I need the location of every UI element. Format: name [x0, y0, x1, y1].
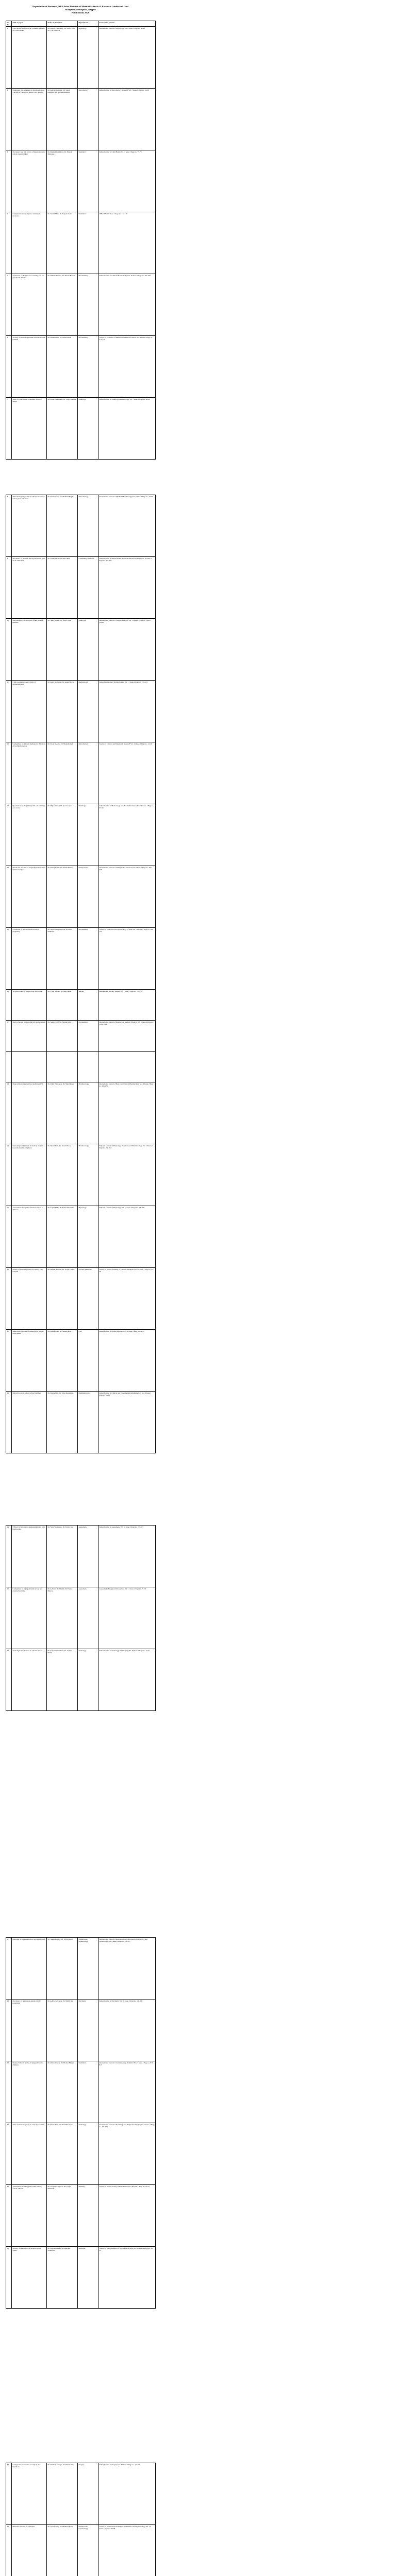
- table-row: [6, 681, 156, 742]
- department-cell: ENT: [78, 1330, 98, 1392]
- table-row: [6, 866, 156, 928]
- serial-number-cell: 3: [6, 150, 12, 212]
- author-cell: Dr. Jyoti Ganvir, Dr. Madhavi Kolte: [47, 2525, 78, 2576]
- serial-number-cell: 2: [6, 89, 12, 150]
- serial-number-cell: 28: [6, 1999, 12, 2061]
- table-row: [6, 1082, 156, 1144]
- serial-number-cell: 29: [6, 2061, 12, 2123]
- table-row: [6, 742, 156, 804]
- table-row: [6, 150, 156, 212]
- department-cell: Obstetrics & Gynaecology: [78, 2525, 98, 2576]
- serial-number-cell: 34: [6, 2525, 12, 2576]
- paper-title-cell: Pattern of poisoning cases in a tertiary care hospital: [12, 1268, 47, 1330]
- journal-cell: Journal of Indian Academy of Forensic Medicine Vol. 42 Issue 1 Page no. 44-48: [98, 1268, 156, 1330]
- department-cell: Biochemistry: [78, 928, 98, 990]
- author-cell: Dr. Rekha Khumbhare, Dr. Pranali Dhawane: [47, 150, 78, 212]
- journal-cell: International Journal of Contemporary Pediatrics Vol. 7 Issue 4 Page no. 810-815: [98, 2061, 156, 2123]
- author-cell: Dr. Anjali Mule, Dr. Prakash Kamble: [47, 1206, 78, 1268]
- serial-number-cell: 22: [6, 1330, 12, 1392]
- serial-number-cell: 30: [6, 2123, 12, 2185]
- department-cell: Forensic Medicine: [78, 1268, 98, 1330]
- author-cell: Dr. Pooja Sharma, Dr. Manisha Lad: [47, 742, 78, 804]
- publications-table-section: [6, 1020, 156, 1453]
- journal-cell: International Journal of Orthopaedics Sciences Vol. 6 Issue 1 Page no. 302-306: [98, 866, 156, 928]
- header-department: Department: [78, 21, 98, 27]
- table-row: [6, 89, 156, 150]
- paper-title-cell: Evaluation of thyroid function tests in pregnancy: [12, 928, 47, 990]
- journal-cell: Indian Dermatology Online Journal Vol. 11 Issue 2 Page no. 210-216: [98, 681, 156, 742]
- author-cell: Dr. Kiran Deshmukh, Dr. Vidya Bhosale: [47, 398, 78, 460]
- journal-cell: Journal of Obstetrics and Gynaecology of India Vol. 70 Issue 2 Page no. 118-124: [98, 928, 156, 990]
- author-cell: Dr. Priya Rathod, Dr. Swati Gupta: [47, 804, 78, 866]
- table-row: [6, 2185, 156, 2247]
- table-row: [6, 928, 156, 990]
- paper-title-cell: Study of clinical profile of dengue fever in children: [12, 2061, 47, 2123]
- serial-number-cell: 19: [6, 1144, 12, 1206]
- paper-title-cell: Prevalence and risk factors of hypertension in school going children: [12, 150, 47, 212]
- journal-cell: JMSCR Vol. 8 Issue 1 Page no. 112-118: [98, 212, 156, 274]
- header-serial-number: Sr. No.: [6, 21, 12, 27]
- serial-number-cell: 5: [6, 274, 12, 336]
- paper-title-cell: Lipid profile study in Type 2 diabetic patients of Central India: [12, 27, 47, 89]
- paper-title-cell: Comparison of laryngeal mask airway and endotracheal tube: [12, 1587, 47, 1649]
- table-row: [6, 804, 156, 866]
- journal-cell: Journal of the Association of Physicians of India Vol. 68 Issue 4 Page no. 50-54: [98, 2247, 156, 2309]
- publications-table-section: [6, 21, 156, 460]
- paper-title-cell: Prevalence of anaemia among adolescent girls in an urban area: [12, 557, 47, 619]
- department-cell: Dentistry: [78, 2185, 98, 2247]
- journal-cell: Journal of Indian Society of Pedodontics Vol. 38 Issue 1 Page no. 22-27: [98, 2185, 156, 2247]
- department-cell: Physiology: [78, 27, 98, 89]
- paper-title-cell: A study of serum magnesium levels in diabetic patients: [12, 336, 47, 398]
- author-cell: Dr. Richa Shende, Dr. Mohan Bhagat: [47, 2061, 78, 2123]
- journal-cell: Indian Journal of Anaesthesia Vol. 64 Issue 3 Page no. 210-215: [98, 1526, 156, 1587]
- paper-title-cell: A clinical study of peptic ulcer perforation: [12, 990, 47, 1052]
- author-cell: Dr. Rucha Joshi, Dr. Sameer Kale: [47, 1330, 78, 1392]
- table-row: [6, 1649, 156, 1711]
- serial-number-cell: 1: [6, 27, 12, 89]
- author-cell: Dr. Seema Patil, Dr. Harsha Dube: [47, 1021, 78, 1082]
- journal-cell: International Journal of Physiology Vol. 8 Issue 1 Page no. 38-42: [98, 27, 156, 89]
- table-row: [6, 1330, 156, 1392]
- table-row: [6, 1268, 156, 1330]
- department-cell: Radiology: [78, 2123, 98, 2185]
- table-header-row: [6, 21, 156, 27]
- journal-cell: Indian Journal of Radiology and Imaging Vol. 30 Issue 1 Page no. 45-51: [98, 1649, 156, 1711]
- table-row: [6, 2463, 156, 2525]
- paper-title-cell: Drug utilization pattern in a medicine OPD: [12, 1082, 47, 1144]
- author-cell: Dr. Rohit Wankhede, Dr. Shital Pawar: [47, 1082, 78, 1144]
- journal-cell: Journal of Evolution of Medical and Dental Sciences Vol. 9 Issue 4 Page no. 215-219: [98, 336, 156, 398]
- department-cell: Surgery: [78, 990, 98, 1052]
- journal-cell: International Journal of Radiology and Diagnostic Imaging Vol. 3 Issue 1 Page no. 101-106: [98, 2123, 156, 2185]
- journal-cell: Indian Journal of Pathology and Oncology Vol. 7 Issue 1 Page no. 88-92: [98, 398, 156, 460]
- paper-title-cell: Comparison of different methods for detection of biofilm formation: [12, 742, 47, 804]
- serial-number-cell: 24: [6, 1526, 12, 1587]
- publications-year-title: Publications 2020: [71, 11, 90, 14]
- department-cell: Anaesthesia: [78, 1587, 98, 1649]
- author-cell: Dr. Rashmi Jain, Dr. Anita Khade: [47, 336, 78, 398]
- journal-cell: Indian Journal of Psychiatry Vol. 62 Issue 2 Page no. 180-185: [98, 1999, 156, 2061]
- journal-cell: International Journal of Basic and Clinical Pharmacology Vol. 9 Issue 2 Page no. 266-271: [98, 1082, 156, 1144]
- serial-number-cell: 27: [6, 1938, 12, 1999]
- paper-title-cell: Functional outcome of surgically treated distal radius fractures: [12, 866, 47, 928]
- department-cell: Pathology: [78, 619, 98, 681]
- serial-number-cell: 15: [6, 928, 12, 990]
- table-row: [6, 212, 156, 274]
- department-cell: Biochemistry: [78, 1021, 98, 1082]
- paper-title-cell: Study of serum lipid profile in hypothyroidism: [12, 1021, 47, 1082]
- paper-title-cell: Assessment of oral hygiene status among school children: [12, 2185, 47, 2247]
- department-cell: Paediatrics: [78, 2061, 98, 2123]
- header-journal: Name of the journal: [98, 21, 156, 27]
- table-row: [6, 1999, 156, 2061]
- paper-title-cell: Prevalence of depression among elderly population: [12, 1999, 47, 2061]
- department-cell: Biochemistry: [78, 336, 98, 398]
- paper-title-cell: Evaluation of Hb A1c as a screening tool for gestational diabetes: [12, 274, 47, 336]
- paper-title-cell: Pathogenic gut organisms in diarrhoeal cases: a profile of children in tertiary care hospital: [12, 89, 47, 150]
- journal-cell: Indian Journal of Surgery Vol. 82 Issue 2 Page no. 156-161: [98, 2463, 156, 2525]
- author-cell: Dr. Dinesh Bawane, Dr. Gopal Thakre: [47, 1268, 78, 1330]
- author-cell: Dr. Aditya Gawande, Dr. Nikhil Deo: [47, 1999, 78, 2061]
- paper-title-cell: Knowledge and attitude of medical students towards pharmacovigilance: [12, 1144, 47, 1206]
- header-author: Name of the author: [47, 21, 78, 27]
- author-cell: Dr. Meera Nair, Dr. Tejas Deshmukh: [47, 1392, 78, 1453]
- department-cell: Paediatrics: [78, 150, 98, 212]
- serial-number-cell: 9: [6, 557, 12, 619]
- department-cell: Microbiology: [78, 742, 98, 804]
- author-cell: Dr. Smita Deshpande, Dr. Archana Kulkarni: [47, 928, 78, 990]
- journal-cell: International Journal of Current Research Vol. 12 Issue 3 Page no. 10412-10416: [98, 619, 156, 681]
- journal-cell: National Journal of Physiology Vol. 10 Issue 5 Page no. 380-384: [98, 1206, 156, 1268]
- table-row: [6, 1021, 156, 1082]
- table-row: [6, 1526, 156, 1587]
- serial-number-cell: 32: [6, 2247, 12, 2309]
- institution-line-1: Department of Research, NKP Salve Institute of Medical Sciences & Research Centre and Lata: [32, 5, 129, 8]
- table-row: [6, 1392, 156, 1453]
- author-cell: Dr. Swapnil Lanjewar, Dr. Trupti Meshram: [47, 2185, 78, 2247]
- department-cell: Physiology: [78, 1206, 98, 1268]
- journal-cell: International Journal of Research in Medical Sciences Vol. 8 Issue 4 Page no. 1410-1414: [98, 1021, 156, 1082]
- department-cell: Obstetrics & Gynaecology: [78, 1938, 98, 1999]
- department-cell: Pharmacology: [78, 1082, 98, 1144]
- department-cell: Medicine: [78, 2247, 98, 2309]
- serial-number-cell: 10: [6, 619, 12, 681]
- table-row: [6, 2525, 156, 2576]
- serial-number-cell: 12: [6, 742, 12, 804]
- table-row: [6, 495, 156, 557]
- serial-number-cell: 31: [6, 2185, 12, 2247]
- table-row: [6, 557, 156, 619]
- serial-number-cell: 18: [6, 1082, 12, 1144]
- journal-cell: Indian Journal of Microbiology Research Vol. 7 Issue 1 Page no. 54-59: [98, 89, 156, 150]
- author-cell: Dr. Neha Kumar, Dr. Sarita Joshi: [47, 619, 78, 681]
- serial-number-cell: 17: [6, 1021, 12, 1082]
- author-cell: Dr. Vivek Patil, Dr. Shraddha Korde: [47, 2123, 78, 2185]
- table-row: [6, 274, 156, 336]
- table-row: [6, 336, 156, 398]
- department-cell: Ophthalmology: [78, 1392, 98, 1453]
- paper-title-cell: Microbiological profile of catheter associated urinary tract infections: [12, 495, 47, 557]
- department-cell: Biochemistry: [78, 274, 98, 336]
- paper-title-cell: Histopathological spectrum of skin adnexal tumours: [12, 619, 47, 681]
- paper-title-cell: Spectrum of haemoglobinopathies in a tertiary care centre: [12, 804, 47, 866]
- document-header: [6, 5, 155, 14]
- department-cell: Radiology: [78, 1649, 98, 1711]
- journal-cell: Indian Journal of Child Health Vol. 7 Issue 2 Page no. 75-79: [98, 150, 156, 212]
- author-cell: Dr. Shruti Patil, Dr. Kunal Dhote: [47, 1144, 78, 1206]
- table-row: [6, 619, 156, 681]
- author-cell: Dr. Ashwini Deshmukh, Dr. Pankaj Bhoyar: [47, 1587, 78, 1649]
- journal-cell: Journal of Clinical and Diagnostic Research Vol. 14 Issue 1 Page no. 12-16: [98, 742, 156, 804]
- department-cell: Surgery: [78, 2463, 98, 2525]
- serial-number-cell: 6: [6, 336, 12, 398]
- paper-title-cell: Radiological evaluation of adnexal masses: [12, 1649, 47, 1711]
- author-cell: Dr. Sunil Tiwari, Dr. Madhuri Bagde: [47, 495, 78, 557]
- author-cell: Dr. Vaishali Kale, Dr. Ravi Raut: [47, 557, 78, 619]
- author-cell: Dr. Kalyani Wankhede, Dr. Sudhir Mehta: [47, 1649, 78, 1711]
- department-cell: Psychiatry: [78, 1999, 98, 2061]
- serial-number-cell: 26: [6, 1649, 12, 1711]
- author-cell: Dr. Amruta Gulwani, Dr. Sonali Gajbhiye, Dr. Nayana Bhondwe: [47, 89, 78, 150]
- serial-number-cell: 13: [6, 804, 12, 866]
- author-cell: Dr. Prashant Dongre, Dr. Nilesh Rane: [47, 2463, 78, 2525]
- paper-title-cell: Outcome of labour induction with misoprostol: [12, 1938, 47, 1999]
- author-cell: Dr. Vinay Sarode, Dr. Amit Bhale: [47, 990, 78, 1052]
- table-row: [6, 1938, 156, 1999]
- table-row: [6, 1587, 156, 1649]
- table-row: [6, 398, 156, 460]
- serial-number-cell: 33: [6, 2463, 12, 2525]
- serial-number-cell: 11: [6, 681, 12, 742]
- journal-cell: Indian Journal of Clinical Biochemistry Vol. 35 Issue 2 Page no. 201-206: [98, 274, 156, 336]
- paper-title-cell: Role of ultrasonography in acute appendicitis: [12, 2123, 47, 2185]
- author-cell: Dr. Amol Kalbande, Dr. Anand Tiwari: [47, 681, 78, 742]
- journal-cell: National Journal of Physiology, Pharmacy and Pharmacology Vol. 10 Issue 3 Page no. 230-234: [98, 1144, 156, 1206]
- serial-number-cell: 20: [6, 1206, 12, 1268]
- department-cell: Microbiology: [78, 495, 98, 557]
- journal-cell: Indian Journal of Public Health Research and Development Vol. 11 Issue 2 Page no. 301-306: [98, 557, 156, 619]
- publications-table-section: [6, 1525, 156, 1711]
- paper-title-cell: Maternal outcome in eclampsia: [12, 2525, 47, 2576]
- paper-title-cell: Clinico-epidemiological study of dermatophytosis: [12, 681, 47, 742]
- department-cell: Community Medicine: [78, 557, 98, 619]
- serial-number-cell: 23: [6, 1392, 12, 1453]
- author-cell: Dr. Sneha Bansod, Dr. Pallavi Ingle: [47, 1938, 78, 1999]
- serial-number-cell: 8: [6, 495, 12, 557]
- serial-number-cell: 21: [6, 1268, 12, 1330]
- serial-number-cell: 16: [6, 990, 12, 1052]
- journal-cell: International Surgery Journal Vol. 7 Issue 3 Page no. 789-794: [98, 990, 156, 1052]
- paper-title-cell: Comparative evaluation of surgical site infections: [12, 2463, 47, 2525]
- department-cell: Orthopaedics: [78, 866, 98, 928]
- author-cell: Dr. Nitin Waghmare, Dr. Kavita Rao: [47, 1526, 78, 1587]
- author-cell: Dr. Manoj Pande, Dr. Rahul Mishra: [47, 866, 78, 928]
- table-row: [6, 2061, 156, 2123]
- department-cell: Pathology: [78, 398, 98, 460]
- department-cell: Anaesthesia: [78, 1526, 98, 1587]
- paper-title-cell: Efficacy of intrathecal dexmedetomidine with bupivacaine: [12, 1526, 47, 1587]
- table-row: [6, 27, 156, 89]
- department-cell: Pharmacology: [78, 1144, 98, 1206]
- table-row: [6, 2123, 156, 2185]
- author-cell: Dr. Sunita Mate, Dr. Yogesh Joshi: [47, 212, 78, 274]
- author-cell: Dr. Rajesh Choudhary, Dr. Savita Patil, Dr. S M Kulkarni: [47, 27, 78, 89]
- institution-line-2: Mangeshkar Hospital, Nagpur: [65, 8, 96, 11]
- publications-table-section: [6, 2463, 156, 2576]
- paper-title-cell: Audiological profile of patients with chronic otitis media: [12, 1330, 47, 1392]
- author-cell: Dr. Pritam Dhavale, Dr. Meena Borkar: [47, 274, 78, 336]
- journal-cell: International Journal of Reproduction, Contraception, Obstetrics and Gynecology Vol. 9 Issue 2 Page no. 612-617: [98, 1938, 156, 1999]
- journal-cell: Anaesthesia Essays and Researches Vol. 14 Issue 1 Page no. 71-76: [98, 1587, 156, 1649]
- serial-number-cell: 7: [6, 398, 12, 460]
- journal-cell: Indian Journal of Otolaryngology Vol. 72 Issue 1 Page no. 92-97: [98, 1330, 156, 1392]
- author-cell: Dr. Rajendra Ukey, Dr. Bhavana Sonkusare: [47, 2247, 78, 2309]
- journal-cell: International Journal of Medical Microbiology Vol. 9 Issue 3 Page no. 44-49: [98, 495, 156, 557]
- journal-cell: Journal of South Asian Federation of Obstetrics and Gynaecology Vol. 12 Issue 1 Page no. 34-38: [98, 2525, 156, 2576]
- publications-table-section: [6, 1937, 156, 2309]
- paper-title-cell: A study of risk factors of stroke in young adults: [12, 2247, 47, 2309]
- paper-title-cell: Assessment of cognitive function in type 2 diabetes: [12, 1206, 47, 1268]
- department-cell: Dermatology: [78, 681, 98, 742]
- paper-title-cell: Refractive errors among school children: [12, 1392, 47, 1453]
- department-cell: Pathology: [78, 804, 98, 866]
- paper-title-cell: Comparative study of pulse oximetry in neonates: [12, 212, 47, 274]
- serial-number-cell: 25: [6, 1587, 12, 1649]
- paper-title-cell: Role of FNAC in the evaluation of breast lumps: [12, 398, 47, 460]
- department-cell: Microbiology: [78, 89, 98, 150]
- table-row: [6, 1206, 156, 1268]
- publications-table-section: [6, 495, 156, 1052]
- department-cell: Paediatrics: [78, 212, 98, 274]
- table-row: [6, 1144, 156, 1206]
- serial-number-cell: 14: [6, 866, 12, 928]
- serial-number-cell: 4: [6, 212, 12, 274]
- header-paper-title: Title of paper: [12, 21, 47, 27]
- journal-cell: Indian Journal of Clinical and Experimental Ophthalmology Vol. 6 Issue 1 Page no. 65-69: [98, 1392, 156, 1453]
- journal-cell: Indian Journal of Hematology and Blood Transfusion Vol. 36 Issue 1 Page no. 55-60: [98, 804, 156, 866]
- table-row: [6, 2247, 156, 2309]
